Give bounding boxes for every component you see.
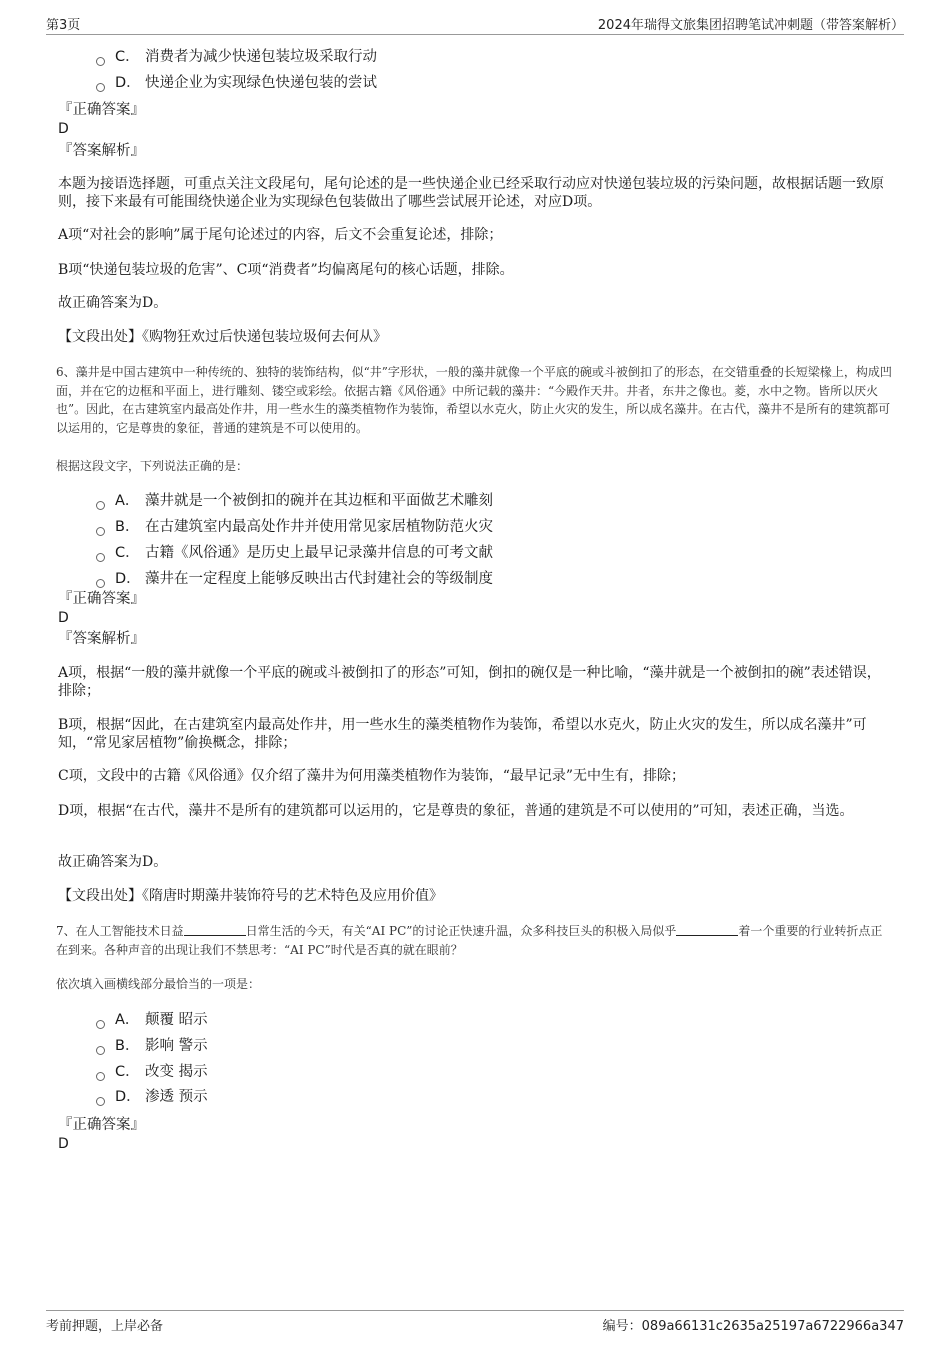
q5-analysis-label: 『答案解析』 bbox=[58, 143, 145, 159]
q7-stem: 7、在人工智能技术日益 日常生活的今天，有关“AI PC”的讨论正快速升温，众多科技巨头的积极入局似乎 着一个重要的行业转折点正在到来。各种声音的出现让我们不禁思考：“AI PC”时代是否真的就在眼前？ bbox=[56, 924, 883, 957]
document-id: 编号：089a66131c2635a25197a6722966a347 bbox=[602, 1319, 904, 1334]
q5-conclusion: 故正确答案为D。 bbox=[58, 295, 168, 311]
radio-icon[interactable] bbox=[96, 1072, 105, 1081]
q5-option-d[interactable]: D． 快递企业为实现绿色快递包装的尝试 bbox=[96, 74, 377, 92]
radio-icon[interactable] bbox=[96, 553, 105, 562]
q7-prompt: 依次填入画横线部分最恰当的一项是： bbox=[56, 977, 261, 991]
fill-blank bbox=[184, 923, 246, 936]
q5-answer: D bbox=[58, 121, 69, 137]
q5-analysis-paragraph: A项“对社会的影响”属于尾句论述过的内容，后文不会重复论述，排除； bbox=[58, 227, 503, 243]
q7-answer: D bbox=[58, 1136, 69, 1152]
radio-icon[interactable] bbox=[96, 501, 105, 510]
q6-conclusion: 故正确答案为D。 bbox=[58, 854, 168, 870]
q5-option-c[interactable]: C． 消费者为减少快递包装垃圾采取行动 bbox=[96, 48, 377, 66]
q7-option-c[interactable]: C． 改变 揭示 bbox=[96, 1063, 208, 1081]
q6-analysis-paragraph: C项，文段中的古籍《风俗通》仅介绍了藻井为何用藻类植物作为装饰，“最早记录”无中生有，排除； bbox=[58, 768, 686, 784]
q6-analysis-paragraph: B项，根据“因此，在古建筑室内最高处作井，用一些水生的藻类植物作为装饰，希望以水克火，防止火灾的发生，所以成名藻井”可知，“常见家居植物”偷换概念，排除； bbox=[58, 717, 867, 751]
radio-icon[interactable] bbox=[96, 1097, 105, 1106]
q6-answer-label: 『正确答案』 bbox=[58, 591, 145, 607]
q6-prompt: 根据这段文字，下列说法正确的是： bbox=[56, 459, 249, 473]
q7-option-b[interactable]: B． 影响 警示 bbox=[96, 1037, 208, 1055]
fill-blank bbox=[676, 923, 738, 936]
radio-icon[interactable] bbox=[96, 579, 105, 588]
radio-icon[interactable] bbox=[96, 1046, 105, 1055]
q6-option-a[interactable]: A． 藻井就是一个被倒扣的碗并在其边框和平面做艺术雕刻 bbox=[96, 492, 493, 510]
q6-option-b[interactable]: B． 在古建筑室内最高处作井并使用常见家居植物防范火灾 bbox=[96, 518, 493, 536]
q5-answer-label: 『正确答案』 bbox=[58, 102, 145, 118]
radio-icon[interactable] bbox=[96, 57, 105, 66]
document-title: 2024年瑞得文旅集团招聘笔试冲刺题（带答案解析） bbox=[597, 18, 904, 33]
q7-option-a[interactable]: A． 颠覆 昭示 bbox=[96, 1011, 208, 1029]
q7-option-d[interactable]: D． 渗透 预示 bbox=[96, 1088, 208, 1106]
q6-answer: D bbox=[58, 610, 69, 626]
q6-stem: 6、藻井是中国古建筑中一种传统的、独特的装饰结构，似“井”字形状，一般的藻井就像一个平底的碗或斗被倒扣了的形态，在交错重叠的长短梁椽上，构成凹面，并在它的边框和平面上，进行雕刻、镂空或彩绘。依据古籍《风俗通》中所记载的藻井：“今殿作天井。井者，东井之像也。菱，水中之物。皆所以厌火也”。因此，在古建筑室内最高处作井，用一些水生的藻类植物作为装饰，希望以水克火，防止火灾的发生，所以成名藻井。在古代，藻井不是所有的建筑都可以运用的，它是尊贵的象征，普通的建筑是不可以使用的。 bbox=[56, 365, 892, 435]
q5-analysis-paragraph: B项“快递包装垃圾的危害”、C项“消费者”均偏离尾句的核心话题，排除。 bbox=[58, 262, 514, 278]
footer-slogan: 考前押题，上岸必备 bbox=[46, 1319, 164, 1334]
q6-analysis-paragraph: A项，根据“一般的藻井就像一个平底的碗或斗被倒扣了的形态”可知，倒扣的碗仅是一种比喻，“藻井就是一个被倒扣的碗”表述错误，排除； bbox=[58, 665, 881, 699]
radio-icon[interactable] bbox=[96, 1020, 105, 1029]
q6-source: 【文段出处】《隋唐时期藻井装饰符号的艺术特色及应用价值》 bbox=[58, 888, 443, 904]
page-header bbox=[46, 14, 904, 35]
q6-analysis-paragraph: D项，根据“在古代，藻井不是所有的建筑都可以运用的，它是尊贵的象征，普通的建筑是不可以使用的”可知，表述正确，当选。 bbox=[58, 803, 854, 819]
q7-answer-label: 『正确答案』 bbox=[58, 1117, 145, 1133]
q5-source: 【文段出处】《购物狂欢过后快递包装垃圾何去何从》 bbox=[58, 329, 387, 345]
radio-icon[interactable] bbox=[96, 527, 105, 536]
radio-icon[interactable] bbox=[96, 83, 105, 92]
q6-option-c[interactable]: C． 古籍《风俗通》是历史上最早记录藻井信息的可考文献 bbox=[96, 544, 493, 562]
q6-option-d[interactable]: D． 藻井在一定程度上能够反映出古代封建社会的等级制度 bbox=[96, 570, 493, 588]
page-number: 第3页 bbox=[46, 18, 81, 33]
page-footer bbox=[46, 1310, 904, 1335]
q5-analysis-paragraph: 本题为接语选择题，可重点关注文段尾句，尾句论述的是一些快递企业已经采取行动应对快递包装垃圾的污染问题，故根据话题一致原则，接下来最有可能围绕快递企业为实现绿色包装做出了哪些尝试展开论述，对应D项。 bbox=[58, 176, 884, 210]
q6-analysis-label: 『答案解析』 bbox=[58, 631, 145, 647]
